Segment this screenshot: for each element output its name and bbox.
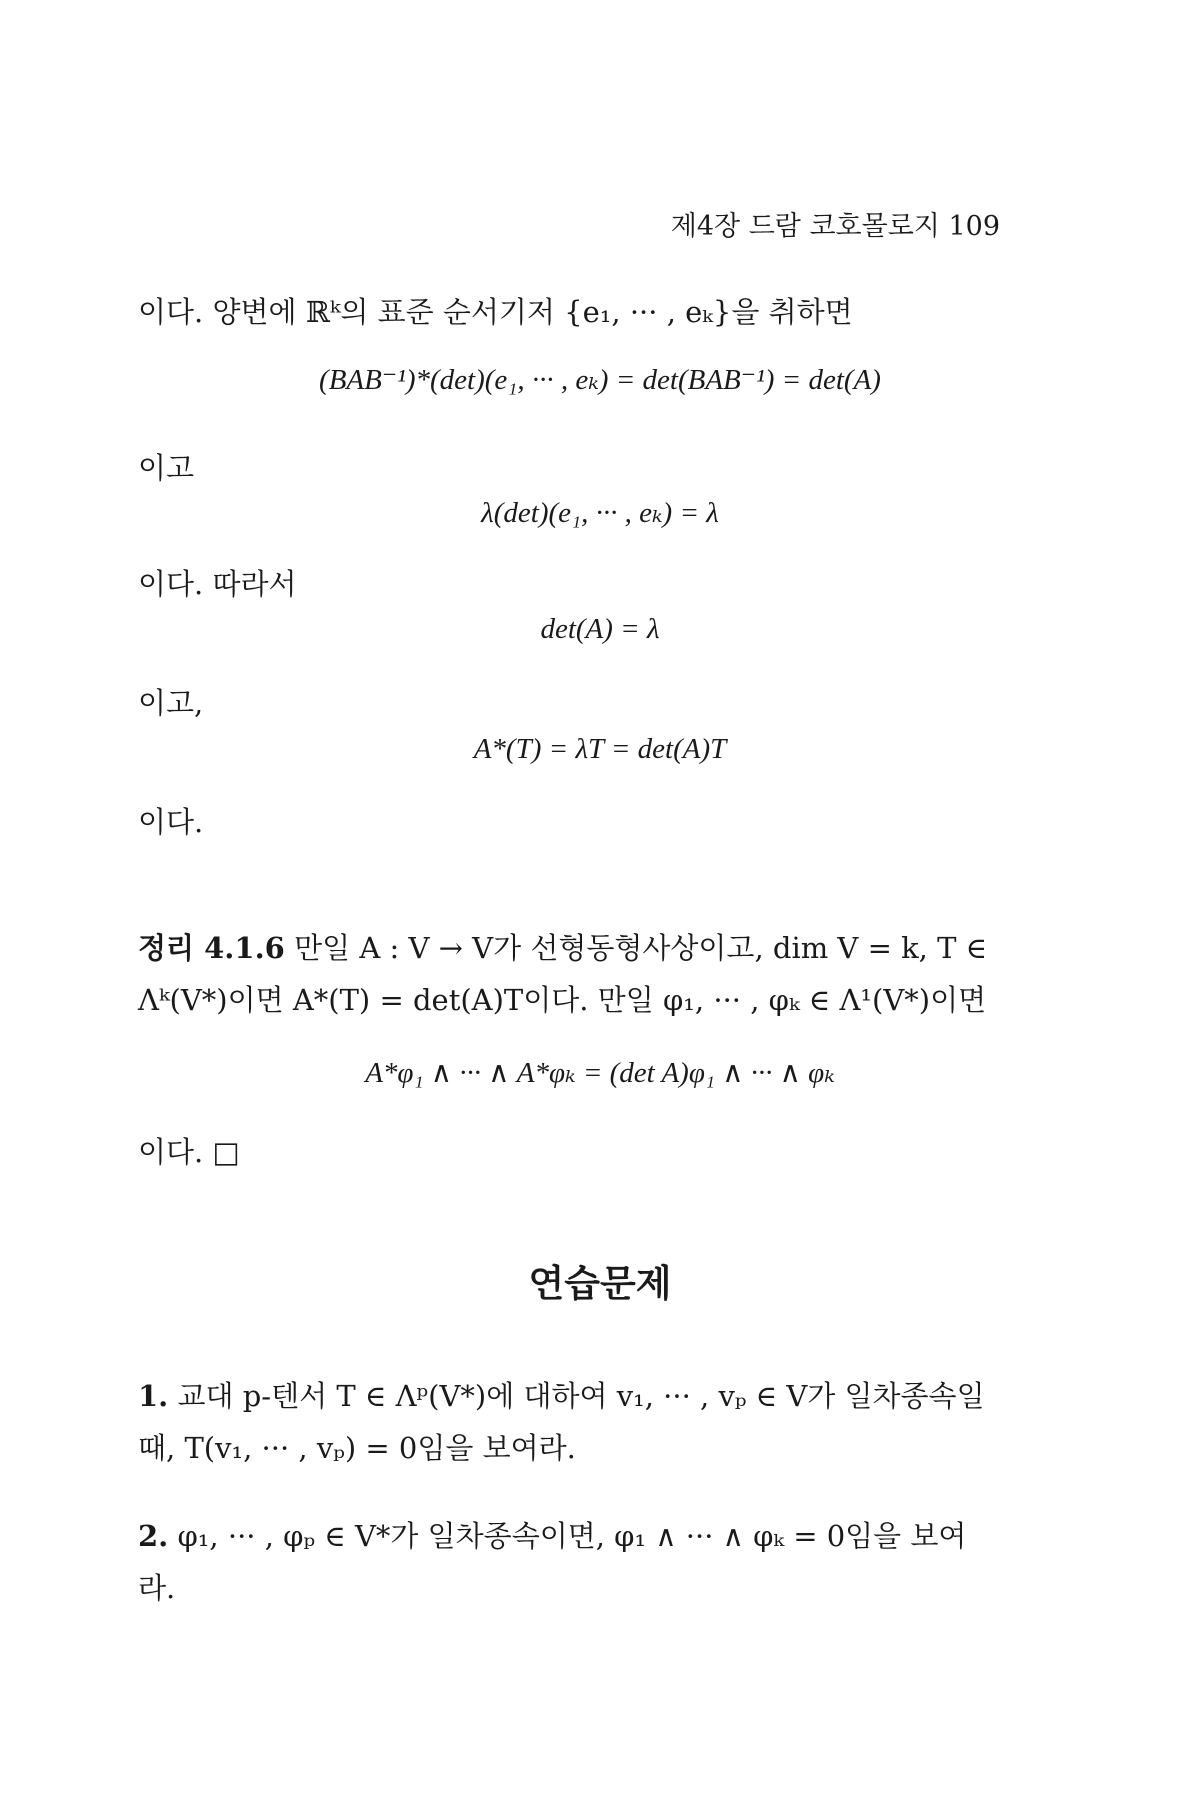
theorem-line-1: [138, 922, 1018, 974]
exercise-2-line-2: 라.: [138, 1571, 176, 1605]
exercise-1-line-1: [138, 1370, 1018, 1422]
theorem-end: 이다. □: [138, 1135, 240, 1169]
theorem-line-2: Λᵏ(V*)이면 A*(T) = det(A)T이다. 만일 φ₁, ··· , φₖ ∈ Λ¹(V*)이면: [138, 983, 987, 1017]
exercise-1-line-2: 때, T(v₁, ··· , vₚ) = 0임을 보여라.: [138, 1431, 576, 1465]
exercise-2-line-1: [138, 1510, 1018, 1562]
theorem-label: 정리 4.1.6: [138, 931, 285, 965]
equation-1: (BAB⁻¹)*(det)(e₁, ··· , eₖ) = det(BAB⁻¹) = det(A): [319, 364, 881, 396]
exercise-2-number: 2.: [138, 1519, 169, 1553]
body-text-ida: 이다.: [138, 805, 204, 839]
exercise-1: [138, 1370, 1018, 1474]
body-line-1: 이다. 양변에 ℝᵏ의 표준 순서기저 {e₁, ··· , eₖ}을 취하면: [138, 295, 853, 329]
exercise-1-number: 1.: [138, 1379, 169, 1413]
theorem-equation: A*φ₁ ∧ ··· ∧ A*φₖ = (det A)φ₁ ∧ ··· ∧ φₖ: [365, 1057, 835, 1089]
equation-2: λ(det)(e₁, ··· , eₖ) = λ: [481, 497, 719, 529]
body-text-igo-comma: 이고,: [138, 686, 204, 720]
equation-4: A*(T) = λT = det(A)T: [473, 733, 727, 765]
exercise-2-text: φ₁, ··· , φₚ ∈ V*가 일차종속이면, φ₁ ∧ ··· ∧ φₖ = 0임을 보여: [168, 1519, 967, 1553]
theorem-text-1: 만일 A : V → V가 선형동형사상이고, dim V = k, T ∈: [284, 931, 988, 965]
exercise-2: [138, 1510, 1018, 1614]
body-text-therefore: 이다. 따라서: [138, 567, 297, 601]
running-header: 제4장 드람 코호몰로지 109: [670, 211, 1000, 242]
body-text-igo: 이고: [138, 451, 195, 485]
exercises-heading: 연습문제: [528, 1261, 672, 1305]
exercise-1-text: 교대 p-텐서 T ∈ Λᵖ(V*)에 대하여 v₁, ··· , vₚ ∈ V가 일차종속일: [168, 1379, 985, 1413]
equation-3: det(A) = λ: [540, 613, 660, 645]
theorem-statement: [138, 922, 1018, 1026]
